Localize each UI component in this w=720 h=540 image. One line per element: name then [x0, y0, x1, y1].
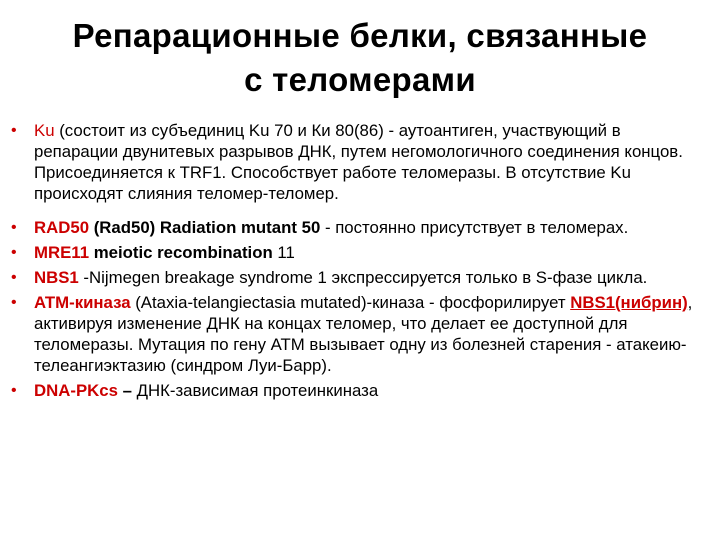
slide-title-line-2: с теломерами: [244, 61, 476, 98]
slide-title-line-1: Репарационные белки, связанные: [72, 17, 648, 54]
term-dna-pkcs: DNA-PKcs: [34, 381, 118, 400]
bullet-icon: •: [11, 382, 17, 399]
term-nbs1-nibrin: NBS1(нибрин): [570, 293, 688, 312]
term-ku: Ku: [34, 121, 55, 140]
bullet-icon: •: [11, 219, 17, 236]
item-text-atm-kinase: (Ataxia-telangiectasia mutated)-киназа - фосфорилирует: [130, 293, 571, 312]
bullet-list: [0, 120, 720, 401]
term-atm-kinase: ATM-киназа: [34, 293, 131, 312]
bullet-icon: •: [11, 269, 17, 286]
list-item-atm-kinase: [0, 292, 720, 376]
term-mre11: MRE11: [34, 243, 90, 262]
item-text-dna-pkcs: ДНК-зависимая протеинкиназа: [131, 381, 379, 400]
term-dna-pkcs-dash: –: [117, 381, 132, 400]
bullet-icon: •: [11, 244, 17, 261]
item-text-atm-kinase-continued: , активируя изменение ДНК на концах теломер, что делает ее доступной для теломеразы. Мутация по гену АТМ вызывает одну из болезней старения - атакеию-телеангиэктазию (синдром Луи-Барр).: [34, 293, 693, 375]
item-text-ku: (состоит из субъединиц Ku 70 и Ки 80(86) - аутоантиген, участвующий в репарации двунитевых разрывов ДНК, путем негомологичного соединения концов. Присоединяется к TRF1. Способствует работе теломеразы. В отсутствие Ku происходят слияния теломер-теломер.: [34, 121, 683, 203]
item-text-rad50: - постоянно присутствует в теломерах.: [320, 218, 629, 237]
term-mre11-expansion: meiotic recombination: [89, 243, 273, 262]
list-item-ku: [0, 120, 720, 204]
slide-title: [0, 14, 720, 102]
item-text-mre11: 11: [272, 243, 295, 262]
list-item-nbs1: [0, 267, 720, 288]
list-item-dna-pkcs: [0, 380, 720, 401]
bullet-icon: •: [11, 122, 17, 139]
term-rad50: RAD50: [34, 218, 90, 237]
list-item-mre11: [0, 242, 720, 263]
term-rad50-expansion: (Rad50) Radiation mutant 50: [89, 218, 321, 237]
item-text-nbs1: -Nijmegen breakage syndrome 1 экспрессируется только в S-фазе цикла.: [78, 268, 648, 287]
term-nbs1: NBS1: [34, 268, 79, 287]
list-item-rad50: [0, 217, 720, 238]
bullet-icon: •: [11, 294, 17, 311]
